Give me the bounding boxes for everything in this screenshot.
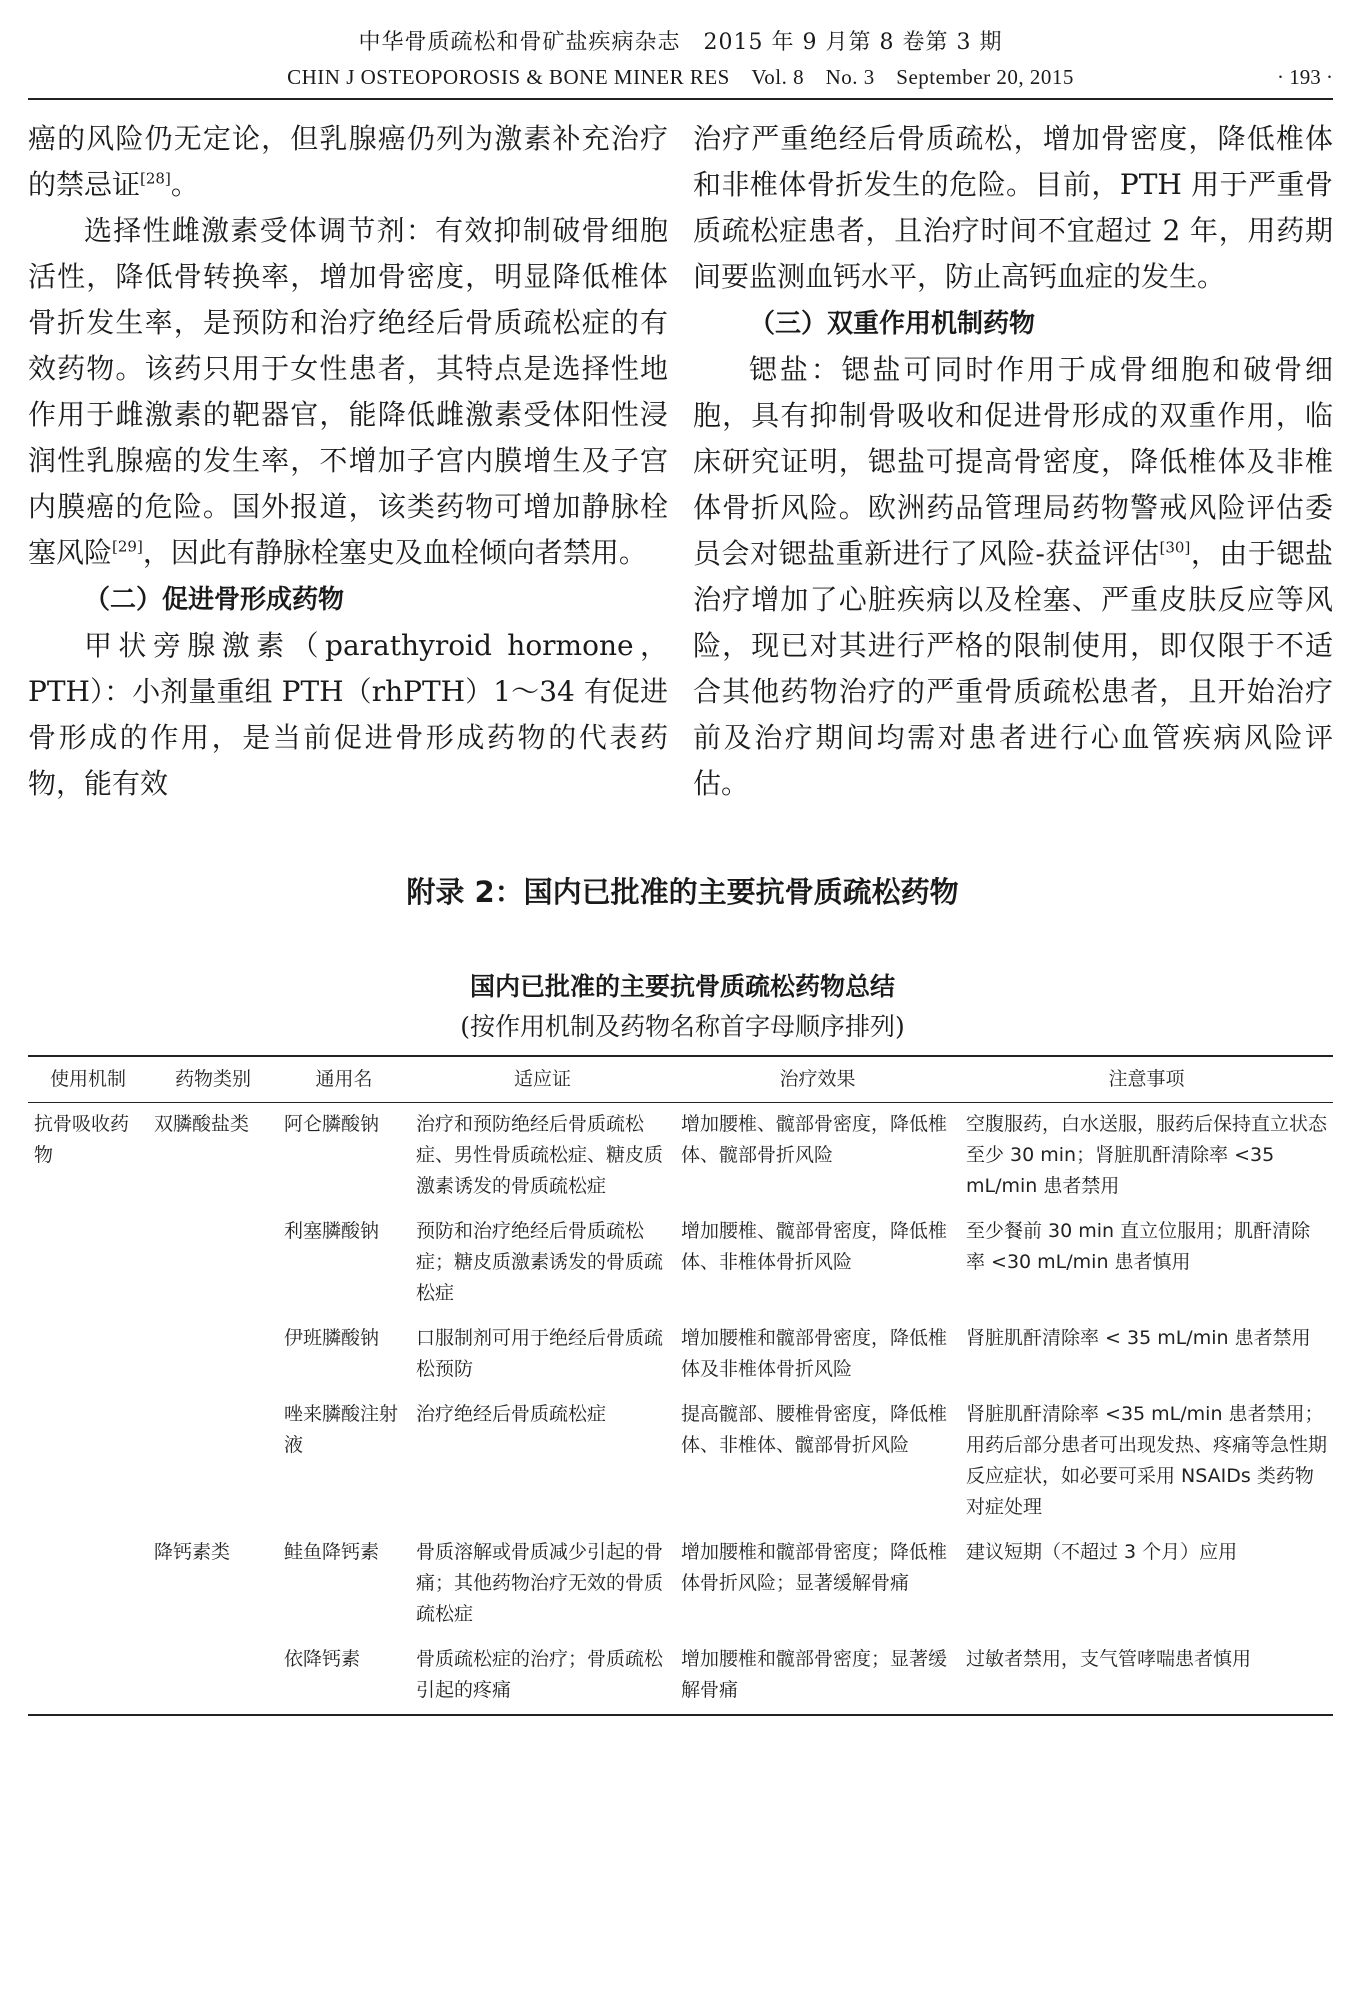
citation: [30] xyxy=(1159,538,1191,557)
page-number: · 193 · xyxy=(1277,65,1333,89)
column-header: 使用机制 xyxy=(28,1056,148,1103)
cell-drug-name: 伊班膦酸钠 xyxy=(284,1327,380,1349)
cell-effect: 增加腰椎、髋部骨密度，降低椎体、非椎体骨折风险 xyxy=(681,1220,948,1273)
citation: [29] xyxy=(112,537,143,556)
column-header: 注意事项 xyxy=(960,1056,1333,1103)
table-row xyxy=(28,1210,1333,1317)
cell-drug-name: 依降钙素 xyxy=(278,1638,410,1715)
cell-indication: 口服制剂可用于绝经后骨质疏松预防 xyxy=(416,1327,664,1380)
cell-indication: 骨质疏松症的治疗；骨质疏松引起的疼痛 xyxy=(410,1638,675,1715)
section-heading: （二）促进骨形成药物 xyxy=(84,585,345,615)
paragraph: 甲状旁腺激素（parathyroid hormone，PTH）：小剂量重组 PTH（rhPTH）1～34 有促进骨形成的作用，是当前促进骨形成药物的代表药物，能有效 xyxy=(28,629,668,800)
cell-mechanism: 抗骨吸收药物 xyxy=(34,1113,130,1166)
cell-effect: 增加腰椎、髋部骨密度，降低椎体、髋部骨折风险 xyxy=(681,1113,948,1166)
cell-drug-name: 阿仑膦酸钠 xyxy=(284,1113,380,1135)
column-header: 适应证 xyxy=(410,1056,675,1103)
journal-header xyxy=(28,28,1333,100)
table-row xyxy=(28,1393,1333,1531)
cell-mechanism xyxy=(28,1531,148,1638)
table-row xyxy=(28,1638,1333,1715)
column-header: 治疗效果 xyxy=(675,1056,960,1103)
drug-table xyxy=(28,1055,1333,1716)
paragraph: 选择性雌激素受体调节剂：有效抑制破骨细胞活性，降低骨转换率，增加骨密度，明显降低椎体骨折发生率，是预防和治疗绝经后骨质疏松症的有效药物。该药只用于女性患者，其特点是选择性地作用于雌激素的靶器官，能降低雌激素受体阳性浸润性乳腺癌的发生率，不增加子宫内膜增生及子宫内膜癌的危险。国外报道，该类药物可增加静脉栓塞风险[29]，因此有静脉栓塞史及血栓倾向者禁用。 xyxy=(28,214,668,569)
table-subtitle: (按作用机制及药物名称首字母顺序排列) xyxy=(460,1012,905,1041)
cell-drug-name: 利塞膦酸钠 xyxy=(284,1220,380,1242)
cell-indication: 骨质溶解或骨质减少引起的骨痛；其他药物治疗无效的骨质疏松症 xyxy=(416,1541,664,1625)
paragraph: 锶盐：锶盐可同时作用于成骨细胞和破骨细胞，具有抑制骨吸收和促进骨形成的双重作用，临床研究证明，锶盐可提高骨密度，降低椎体及非椎体骨折风险。欧洲药品管理局药物警戒风险评估委员会对锶盐重新进行了风险-获益评估[30]，由于锶盐治疗增加了心脏疾病以及栓塞、严重皮肤反应等风险，现已对其进行严格的限制使用，即仅限于不适合其他药物治疗的严重骨质疏松患者，且开始治疗前及治疗期间均需对患者进行心血管疾病风险评估。 xyxy=(693,353,1333,800)
table-row xyxy=(28,1103,1333,1211)
cell-effect: 增加腰椎和髋部骨密度；降低椎体骨折风险；显著缓解骨痛 xyxy=(681,1541,948,1594)
left-column xyxy=(28,116,668,807)
paragraph: 癌的风险仍无定论，但乳腺癌仍列为激素补充治疗的禁忌证[28]。 xyxy=(28,122,668,201)
cell-precautions: 建议短期（不超过 3 个月）应用 xyxy=(966,1541,1238,1563)
cell-precautions: 过敏者禁用，支气管哮喘患者慎用 xyxy=(960,1638,1333,1715)
cell-precautions: 至少餐前 30 min 直立位服用；肌酐清除率 <30 mL/min 患者慎用 xyxy=(966,1220,1311,1273)
cell-effect: 提高髋部、腰椎骨密度，降低椎体、非椎体、髋部骨折风险 xyxy=(681,1403,948,1456)
cell-category xyxy=(148,1393,278,1531)
paragraph: 治疗严重绝经后骨质疏松，增加骨密度，降低椎体和非椎体骨折发生的危险。目前，PTH 用于严重骨质疏松症患者，且治疗时间不宜超过 2 年，用药期间要监测血钙水平，防止高钙血症的发生。 xyxy=(693,122,1333,293)
cell-drug-name: 唑来膦酸注射液 xyxy=(284,1403,399,1456)
cell-indication: 预防和治疗绝经后骨质疏松症；糖皮质激素诱发的骨质疏松症 xyxy=(416,1220,664,1304)
journal-title-cn: 中华骨质疏松和骨矿盐疾病杂志 2015 年 9 月第 8 卷第 3 期 xyxy=(358,30,1003,55)
citation: [28] xyxy=(140,169,171,188)
cell-precautions: 肾脏肌酐清除率 <35 mL/min 患者禁用；用药后部分患者可出现发热、疼痛等急性期反应症状，如必要可采用 NSAIDs 类药物对症处理 xyxy=(966,1403,1328,1518)
cell-category xyxy=(148,1638,278,1715)
cell-effect: 增加腰椎和髋部骨密度；显著缓解骨痛 xyxy=(675,1638,960,1715)
cell-mechanism xyxy=(28,1393,148,1531)
cell-indication: 治疗绝经后骨质疏松症 xyxy=(416,1403,607,1425)
table-row xyxy=(28,1531,1333,1638)
right-column xyxy=(693,116,1333,807)
table-row xyxy=(28,1317,1333,1393)
column-header: 通用名 xyxy=(278,1056,410,1103)
cell-precautions: 空腹服药，白水送服，服药后保持直立状态至少 30 min；肾脏肌酐清除率 <35 mL/min 患者禁用 xyxy=(966,1113,1328,1197)
cell-category xyxy=(148,1210,278,1317)
cell-category xyxy=(148,1317,278,1393)
cell-indication: 治疗和预防绝经后骨质疏松症、男性骨质疏松症、糖皮质激素诱发的骨质疏松症 xyxy=(416,1113,664,1197)
cell-mechanism xyxy=(28,1638,148,1715)
cell-drug-name: 鲑鱼降钙素 xyxy=(284,1541,380,1563)
cell-mechanism xyxy=(28,1210,148,1317)
appendix-title: 附录 2：国内已批准的主要抗骨质疏松药物 xyxy=(406,875,959,909)
table-header-row xyxy=(28,1056,1333,1103)
cell-category: 双膦酸盐类 xyxy=(154,1113,250,1135)
cell-category: 降钙素类 xyxy=(154,1541,231,1563)
cell-effect: 增加腰椎和髋部骨密度，降低椎体及非椎体骨折风险 xyxy=(681,1327,948,1380)
cell-precautions: 肾脏肌酐清除率 < 35 mL/min 患者禁用 xyxy=(966,1327,1311,1349)
table-title: 国内已批准的主要抗骨质疏松药物总结 xyxy=(469,972,895,1001)
section-heading: （三）双重作用机制药物 xyxy=(749,309,1036,339)
journal-title-en: CHIN J OSTEOPOROSIS & BONE MINER RES Vol. 8 No. 3 September 20, 2015 xyxy=(287,65,1074,89)
column-header: 药物类别 xyxy=(148,1056,278,1103)
cell-mechanism xyxy=(28,1317,148,1393)
